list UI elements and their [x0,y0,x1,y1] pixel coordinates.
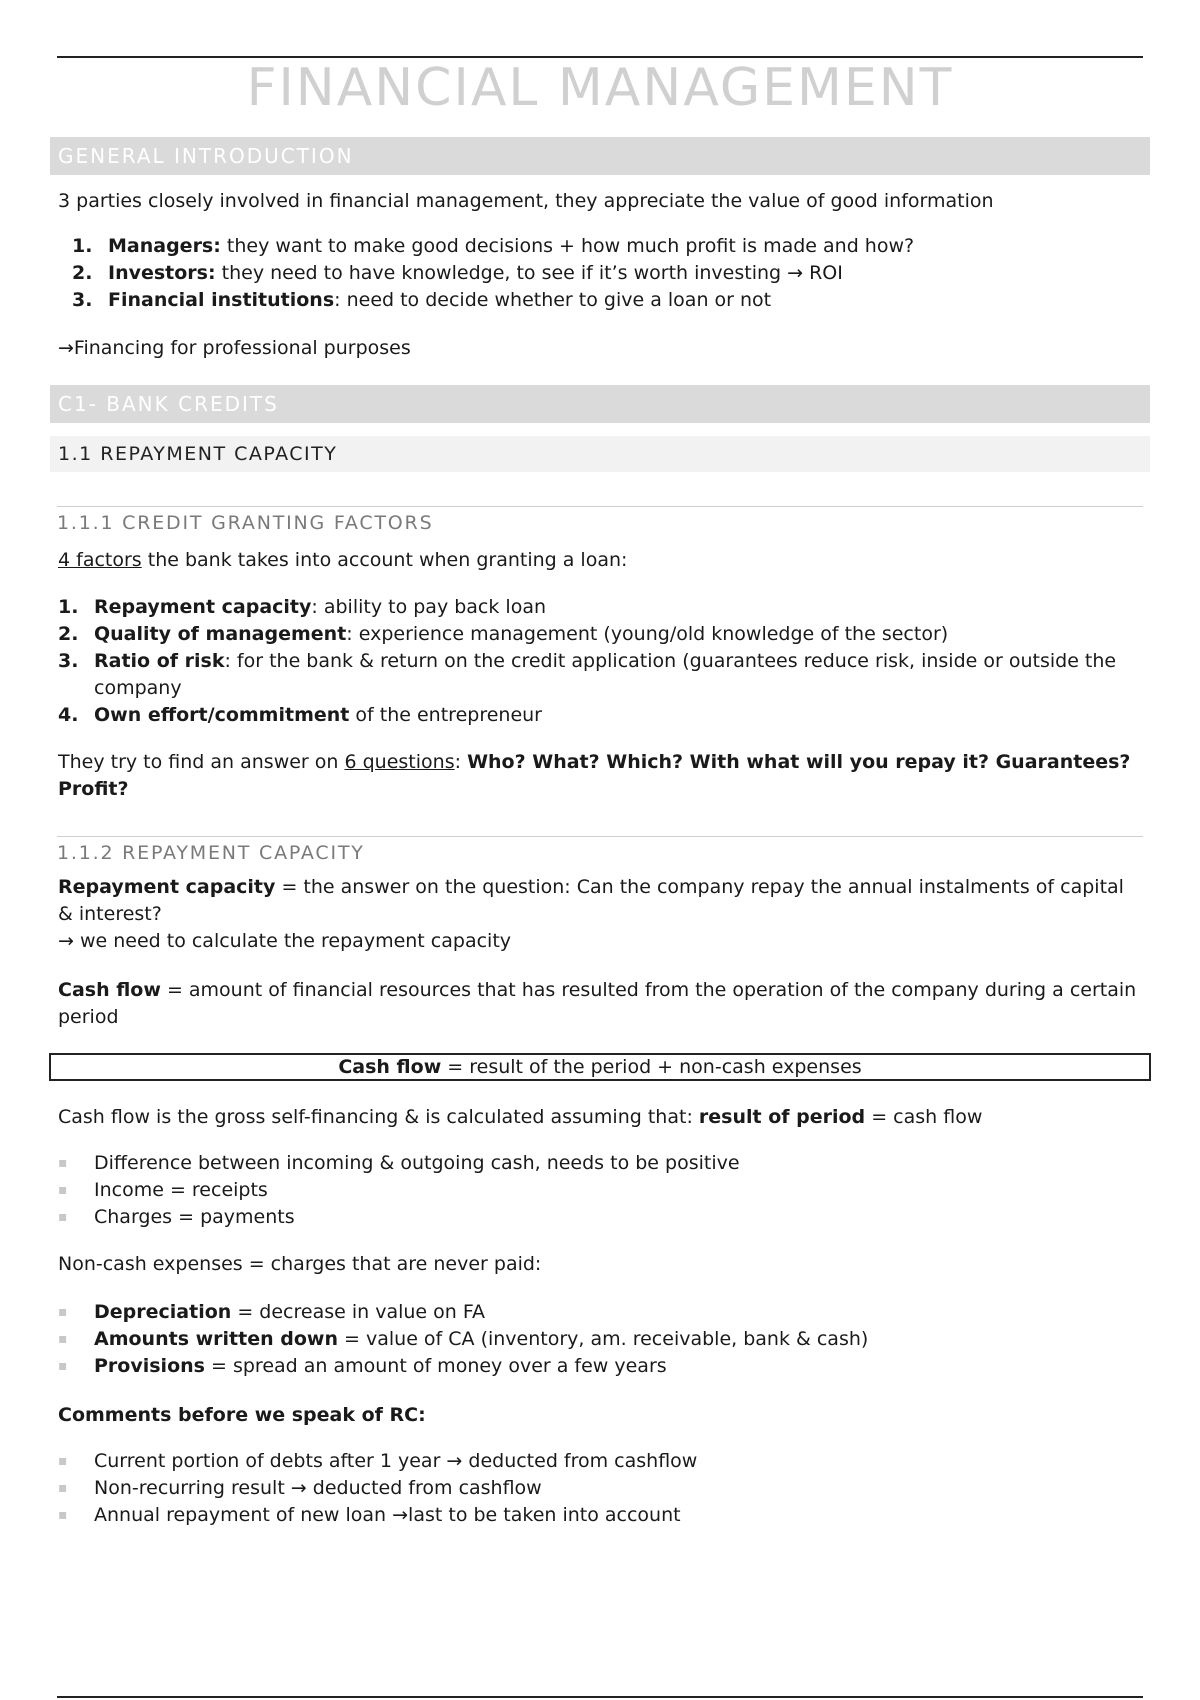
list-item: 4. Own effort/commitment of the entrepreneur [58,704,542,726]
factors-list [58,594,1144,729]
bullet-icon: ▪ [58,1331,68,1347]
intro-paragraph: 3 parties closely involved in financial management, they appreciate the value of good information [58,190,994,212]
list-item: ▪ Non-recurring result → deducted from cashflow [58,1475,1144,1502]
list-item: ▪ Depreciation = decrease in value on FA [58,1299,1144,1326]
comments-list [58,1448,1144,1529]
financing-note: →Financing for professional purposes [58,337,411,359]
bullet-icon: ▪ [58,1453,68,1469]
six-questions: They try to find an answer on 6 questions: Who? What? Which? With what will you repay it? Guarantees? Profit? [58,751,1131,800]
list-item: ▪ Current portion of debts after 1 year → deducted from cashflow [58,1448,1144,1475]
parties-list [72,233,1142,314]
list-item: 3. Ratio of risk: for the bank & return on the credit application (guarantees reduce risk, inside or outside the company [58,650,1117,699]
bullet-icon: ▪ [58,1480,68,1496]
list-item: ▪ Difference between incoming & outgoing cash, needs to be positive [58,1150,1144,1177]
list-item: ▪ Amounts written down = value of CA (inventory, am. receivable, bank & cash) [58,1326,1144,1353]
list-item: ▪ Provisions = spread an amount of money over a few years [58,1353,1144,1380]
list-item: 1. Managers: they want to make good decisions + how much profit is made and how? [72,235,915,257]
list-item: 2. Investors: they need to have knowledge, to see if it’s worth investing → ROI [72,262,843,284]
bottom-rule [57,1696,1143,1698]
bullet-icon: ▪ [58,1358,68,1374]
non-cash-intro: Non-cash expenses = charges that are never paid: [58,1253,542,1275]
list-item: ▪ Annual repayment of new loan →last to be taken into account [58,1502,1144,1529]
bullet-icon: ▪ [58,1304,68,1320]
non-cash-list [58,1299,1144,1380]
bullet-icon: ▪ [58,1182,68,1198]
cash-flow-definition: Cash flow = amount of financial resources that has resulted from the operation of the company during a certain period [58,979,1137,1028]
factors-intro: 4 factors the bank takes into account when granting a loan: [58,549,628,571]
heading-repayment-capacity-2: 1.1.2 REPAYMENT CAPACITY [57,836,1143,865]
heading-bank-credits: C1- BANK CREDITS [50,385,1150,423]
comments-heading: Comments before we speak of RC: [58,1404,426,1426]
list-item: 1. Repayment capacity: ability to pay back loan [58,596,547,618]
gross-self-financing: Cash flow is the gross self-financing & is calculated assuming that: result of period = cash flow [58,1106,983,1128]
list-item: ▪ Charges = payments [58,1204,1144,1231]
bullet-icon: ▪ [58,1155,68,1171]
heading-repayment-capacity: 1.1 REPAYMENT CAPACITY [50,436,1150,472]
list-item: 2. Quality of management: experience management (young/old knowledge of the sector) [58,623,949,645]
repayment-capacity-definition: Repayment capacity = the answer on the question: Can the company repay the annual instalments of capital & interest? → we need to calculate the repayment capacity [58,876,1124,952]
heading-general-introduction: GENERAL INTRODUCTION [50,137,1150,175]
cash-flow-formula-box: Cash flow = result of the period + non-cash expenses [49,1053,1151,1081]
document-title: FINANCIAL MANAGEMENT [246,58,954,118]
list-item: 3. Financial institutions: need to decide whether to give a loan or not [72,289,772,311]
heading-credit-granting-factors: 1.1.1 CREDIT GRANTING FACTORS [57,506,1143,535]
bullet-icon: ▪ [58,1209,68,1225]
bullet-icon: ▪ [58,1507,68,1523]
list-item: ▪ Income = receipts [58,1177,1144,1204]
cash-items-list [58,1150,1144,1231]
